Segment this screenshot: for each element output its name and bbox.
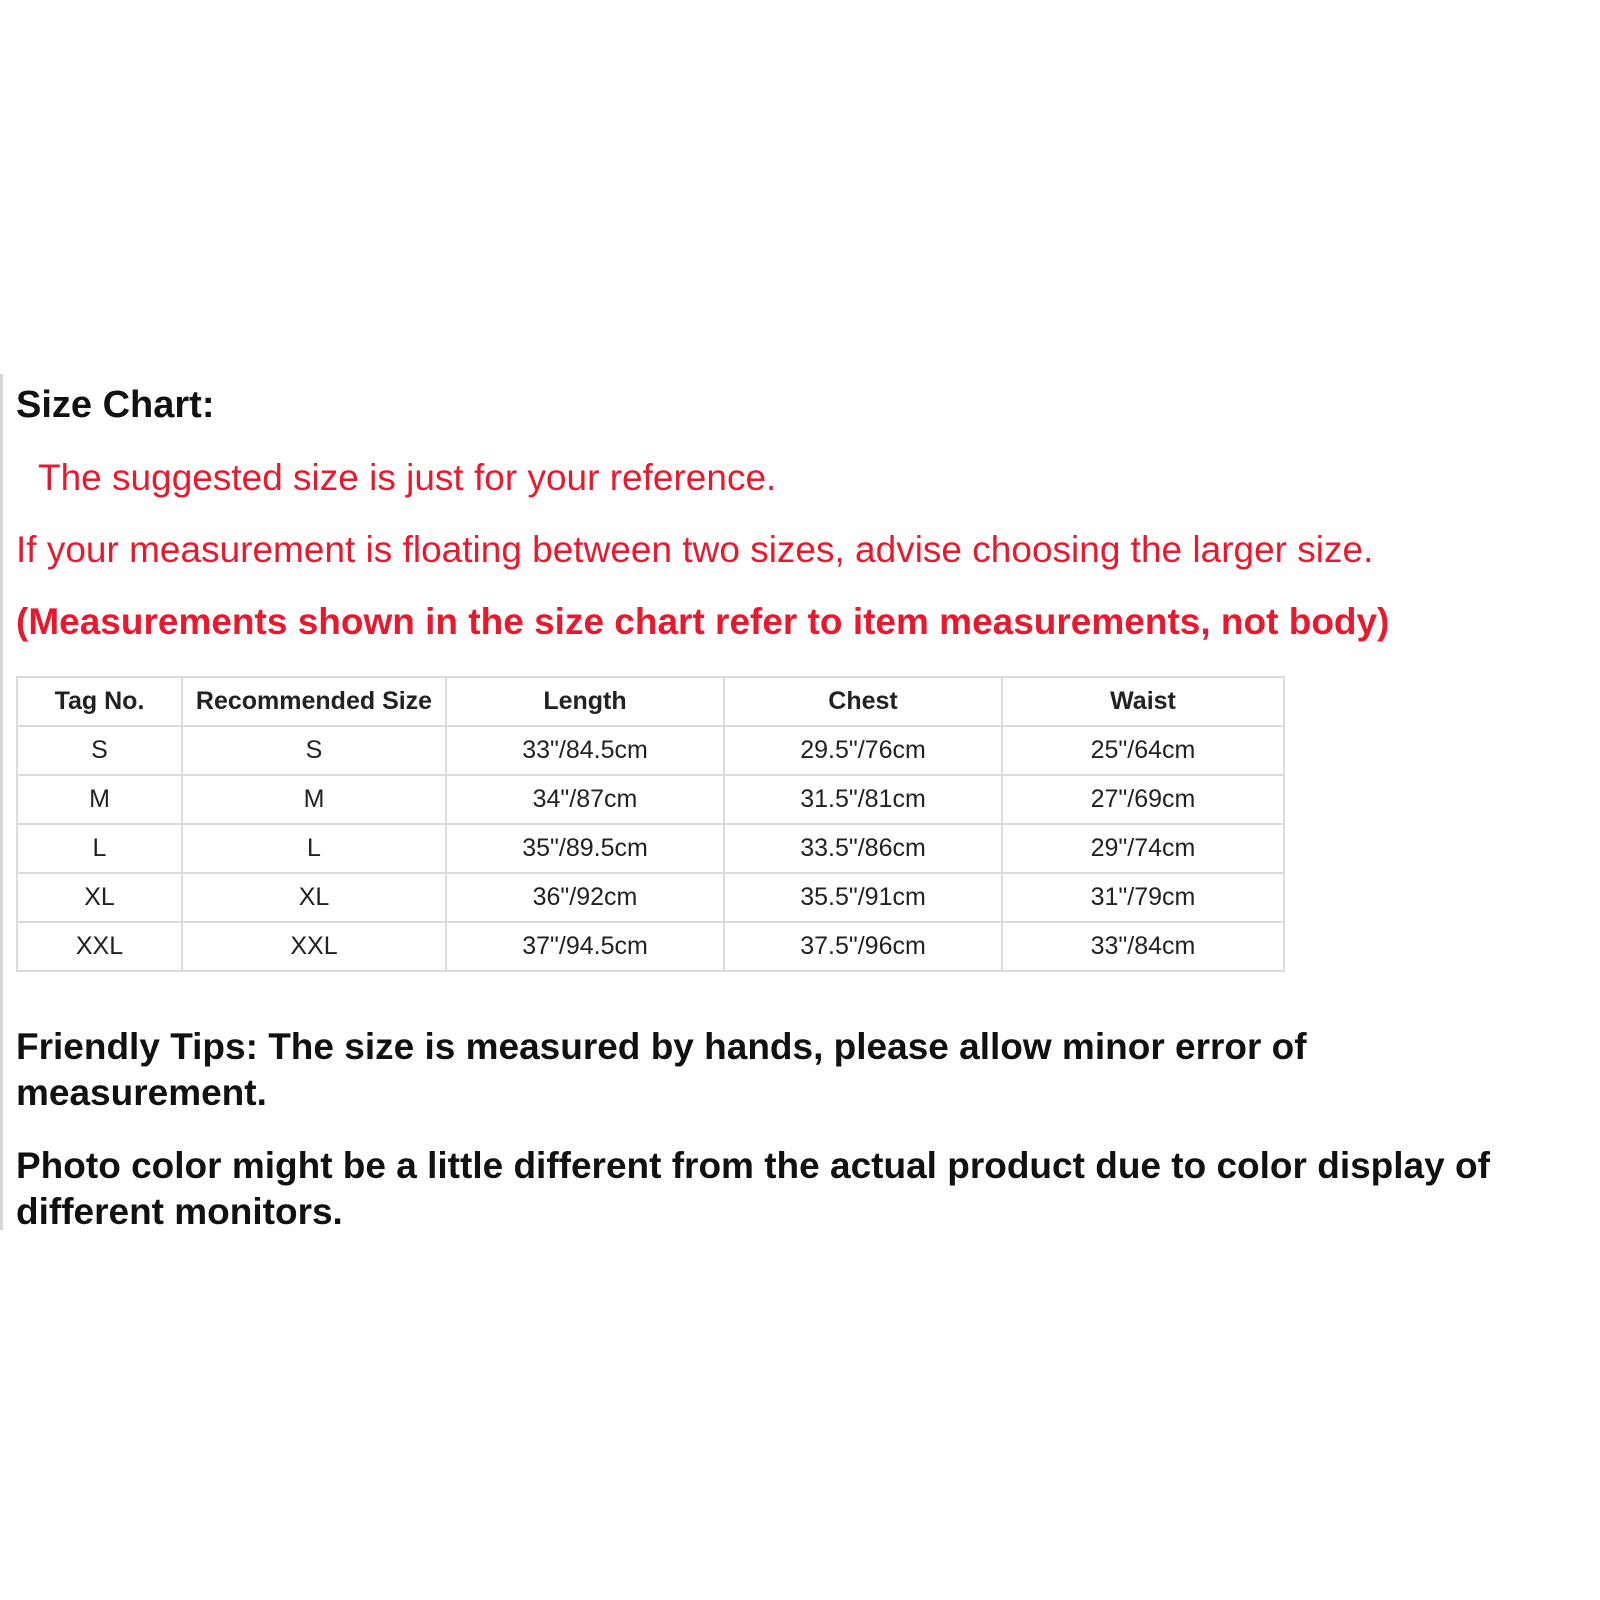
size-table-header (17, 677, 1284, 726)
header-waist: Waist (1002, 677, 1284, 726)
size-chart-title-colon: : (201, 384, 215, 426)
cell-recommended-size: S (182, 726, 446, 775)
table-header-row (17, 677, 1284, 726)
cell-chest: 37.5"/96cm (724, 922, 1002, 971)
cell-chest: 31.5"/81cm (724, 775, 1002, 824)
cell-tag-no: M (17, 775, 182, 824)
size-table (16, 676, 1285, 972)
cell-waist: 27"/69cm (1002, 775, 1284, 824)
cell-length: 37"/94.5cm (446, 922, 724, 971)
cell-waist: 31"/79cm (1002, 873, 1284, 922)
cell-length: 34"/87cm (446, 775, 724, 824)
cell-tag-no: S (17, 726, 182, 775)
table-row (17, 873, 1284, 922)
cell-length: 36"/92cm (446, 873, 724, 922)
cell-tag-no: XL (17, 873, 182, 922)
item-measurements-note: (Measurements shown in the size chart refer to item measurements, not body) (16, 601, 1390, 642)
table-row (17, 726, 1284, 775)
cell-recommended-size: L (182, 824, 446, 873)
header-recommended-size: Recommended Size (182, 677, 446, 726)
table-row (17, 922, 1284, 971)
cell-recommended-size: M (182, 775, 446, 824)
cell-length: 33"/84.5cm (446, 726, 724, 775)
cell-waist: 25"/64cm (1002, 726, 1284, 775)
floating-size-note: If your measurement is floating between two sizes, advise choosing the larger size. (16, 529, 1374, 570)
photo-color-tip: Photo color might be a little different from the actual product due to color display of different monitors. (16, 1145, 1490, 1232)
cell-chest: 29.5"/76cm (724, 726, 1002, 775)
cell-recommended-size: XL (182, 873, 446, 922)
header-chest: Chest (724, 677, 1002, 726)
cell-waist: 29"/74cm (1002, 824, 1284, 873)
header-tag-no: Tag No. (17, 677, 182, 726)
size-table-body (17, 726, 1284, 971)
cell-tag-no: XXL (17, 922, 182, 971)
reference-note: The suggested size is just for your reference. (38, 457, 777, 498)
table-row (17, 775, 1284, 824)
cell-chest: 33.5"/86cm (724, 824, 1002, 873)
table-row (17, 824, 1284, 873)
header-length: Length (446, 677, 724, 726)
cell-recommended-size: XXL (182, 922, 446, 971)
friendly-tips: Friendly Tips: The size is measured by hands, please allow minor error of measurement. (16, 1026, 1307, 1113)
size-chart-title-text: Size Chart (16, 384, 202, 426)
cell-waist: 33"/84cm (1002, 922, 1284, 971)
cell-tag-no: L (17, 824, 182, 873)
cell-chest: 35.5"/91cm (724, 873, 1002, 922)
cell-length: 35"/89.5cm (446, 824, 724, 873)
size-chart-title (16, 382, 214, 428)
